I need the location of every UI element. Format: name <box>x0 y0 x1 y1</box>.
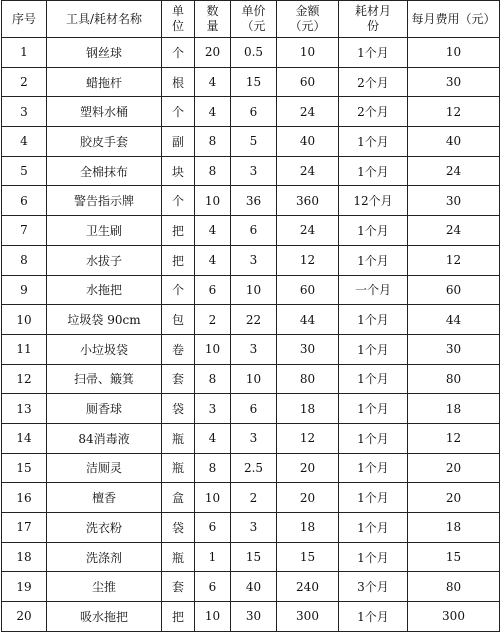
cell-price: 15 <box>231 67 277 97</box>
cell-amount: 18 <box>277 513 339 543</box>
cell-qty: 10 <box>195 334 231 364</box>
cell-monthly: 300 <box>408 602 500 632</box>
cell-name: 蜡拖杆 <box>47 67 162 97</box>
cell-monthly: 30 <box>408 334 500 364</box>
cell-amount: 240 <box>277 572 339 602</box>
cell-price: 3 <box>231 423 277 453</box>
cell-monthly: 80 <box>408 364 500 394</box>
cell-index: 9 <box>2 275 47 305</box>
header-row <box>2 1 500 38</box>
cell-name: 厕香球 <box>47 394 162 424</box>
cell-monthly: 80 <box>408 572 500 602</box>
cell-monthly: 10 <box>408 38 500 68</box>
header-qty <box>195 1 231 38</box>
cell-cycle: 1个月 <box>339 394 408 424</box>
cell-qty: 4 <box>195 423 231 453</box>
cell-unit: 袋 <box>162 394 195 424</box>
cell-amount: 20 <box>277 453 339 483</box>
header-price-line2: （元 <box>241 19 266 33</box>
cell-price: 6 <box>231 97 277 127</box>
cell-name: 水拖把 <box>47 275 162 305</box>
cell-cycle: 1个月 <box>339 334 408 364</box>
cell-qty: 10 <box>195 483 231 513</box>
cell-name: 水拔子 <box>47 245 162 275</box>
cell-monthly: 44 <box>408 305 500 335</box>
cell-cycle: 1个月 <box>339 513 408 543</box>
cell-name: 84消毒液 <box>47 423 162 453</box>
cell-index: 12 <box>2 364 47 394</box>
cell-price: 30 <box>231 602 277 632</box>
cell-name: 钢丝球 <box>47 38 162 68</box>
cell-unit: 袋 <box>162 513 195 543</box>
cell-unit: 根 <box>162 67 195 97</box>
header-qty-line2: 量 <box>206 19 219 33</box>
cell-index: 14 <box>2 423 47 453</box>
cell-name: 警告指示牌 <box>47 186 162 216</box>
cell-index: 1 <box>2 38 47 68</box>
cell-amount: 60 <box>277 275 339 305</box>
cell-monthly: 15 <box>408 542 500 572</box>
cell-monthly: 18 <box>408 394 500 424</box>
table-row <box>2 542 500 572</box>
cell-unit: 块 <box>162 156 195 186</box>
cell-unit: 包 <box>162 305 195 335</box>
cell-monthly: 30 <box>408 67 500 97</box>
header-cycle <box>339 1 408 38</box>
cell-price: 36 <box>231 186 277 216</box>
cell-cycle: 1个月 <box>339 483 408 513</box>
cell-index: 11 <box>2 334 47 364</box>
cell-amount: 12 <box>277 423 339 453</box>
cell-amount: 80 <box>277 364 339 394</box>
cell-monthly: 40 <box>408 127 500 157</box>
cell-unit: 副 <box>162 127 195 157</box>
cell-index: 15 <box>2 453 47 483</box>
cell-monthly: 12 <box>408 423 500 453</box>
table-row <box>2 67 500 97</box>
header-unit <box>162 1 195 38</box>
cell-cycle: 1个月 <box>339 364 408 394</box>
table-body <box>2 38 500 632</box>
cell-price: 5 <box>231 127 277 157</box>
table-row <box>2 572 500 602</box>
cell-amount: 300 <box>277 602 339 632</box>
cell-qty: 4 <box>195 216 231 246</box>
cell-cycle: 1个月 <box>339 542 408 572</box>
header-unit-line2: 位 <box>171 19 184 33</box>
table-row <box>2 186 500 216</box>
cell-unit: 卷 <box>162 334 195 364</box>
cell-qty: 4 <box>195 97 231 127</box>
cell-qty: 10 <box>195 186 231 216</box>
supplies-table <box>1 0 500 632</box>
cell-qty: 8 <box>195 127 231 157</box>
header-unit-line1: 单 <box>171 4 184 18</box>
cell-price: 3 <box>231 156 277 186</box>
cell-cycle: 12个月 <box>339 186 408 216</box>
cell-qty: 6 <box>195 513 231 543</box>
cell-qty: 8 <box>195 453 231 483</box>
header-cycle-line1: 耗材月 <box>354 4 391 18</box>
cell-name: 吸水拖把 <box>47 602 162 632</box>
cell-cycle: 一个月 <box>339 275 408 305</box>
cell-qty: 4 <box>195 67 231 97</box>
cell-index: 10 <box>2 305 47 335</box>
table-row <box>2 127 500 157</box>
cell-index: 19 <box>2 572 47 602</box>
cell-unit: 个 <box>162 97 195 127</box>
cell-monthly: 12 <box>408 245 500 275</box>
table-row <box>2 513 500 543</box>
cell-cycle: 2个月 <box>339 67 408 97</box>
cell-index: 6 <box>2 186 47 216</box>
cell-price: 10 <box>231 364 277 394</box>
header-index: 序号 <box>2 1 47 38</box>
cell-index: 8 <box>2 245 47 275</box>
cell-index: 17 <box>2 513 47 543</box>
cell-index: 7 <box>2 216 47 246</box>
header-amount-line2: （元） <box>289 19 326 33</box>
cell-unit: 个 <box>162 38 195 68</box>
cell-monthly: 12 <box>408 97 500 127</box>
cell-monthly: 24 <box>408 156 500 186</box>
cell-unit: 个 <box>162 186 195 216</box>
cell-index: 16 <box>2 483 47 513</box>
cell-name: 檀香 <box>47 483 162 513</box>
cell-price: 3 <box>231 334 277 364</box>
header-price-line1: 单价 <box>241 4 266 18</box>
header-cycle-line2: 份 <box>366 19 379 33</box>
cell-amount: 360 <box>277 186 339 216</box>
table-row <box>2 334 500 364</box>
cell-name: 垃圾袋 90cm <box>47 305 162 335</box>
table-row <box>2 245 500 275</box>
cell-qty: 6 <box>195 572 231 602</box>
cell-amount: 10 <box>277 38 339 68</box>
cell-name: 小垃圾袋 <box>47 334 162 364</box>
cell-cycle: 1个月 <box>339 453 408 483</box>
header-price <box>231 1 277 38</box>
cell-unit: 瓶 <box>162 542 195 572</box>
cell-amount: 60 <box>277 67 339 97</box>
cell-price: 2 <box>231 483 277 513</box>
cell-price: 22 <box>231 305 277 335</box>
cell-qty: 10 <box>195 602 231 632</box>
cell-index: 4 <box>2 127 47 157</box>
cell-unit: 把 <box>162 602 195 632</box>
cell-index: 2 <box>2 67 47 97</box>
cell-name: 尘推 <box>47 572 162 602</box>
cell-amount: 18 <box>277 394 339 424</box>
cell-unit: 盒 <box>162 483 195 513</box>
cell-name: 胶皮手套 <box>47 127 162 157</box>
cell-amount: 15 <box>277 542 339 572</box>
table-row <box>2 483 500 513</box>
cell-unit: 个 <box>162 275 195 305</box>
cell-name: 全棉抹布 <box>47 156 162 186</box>
cell-unit: 套 <box>162 364 195 394</box>
header-monthly: 每月费用（元） <box>408 1 500 38</box>
cell-price: 10 <box>231 275 277 305</box>
table-row <box>2 364 500 394</box>
cell-qty: 8 <box>195 364 231 394</box>
cell-monthly: 30 <box>408 186 500 216</box>
cell-unit: 把 <box>162 216 195 246</box>
cell-qty: 3 <box>195 394 231 424</box>
cell-amount: 40 <box>277 127 339 157</box>
table-row <box>2 305 500 335</box>
cell-index: 13 <box>2 394 47 424</box>
cell-cycle: 2个月 <box>339 97 408 127</box>
cell-unit: 套 <box>162 572 195 602</box>
cell-name: 扫帚、簸箕 <box>47 364 162 394</box>
cell-cycle: 1个月 <box>339 38 408 68</box>
header-qty-line1: 数 <box>206 4 219 18</box>
cell-qty: 4 <box>195 245 231 275</box>
cell-amount: 24 <box>277 97 339 127</box>
cell-cycle: 1个月 <box>339 127 408 157</box>
cell-price: 2.5 <box>231 453 277 483</box>
cell-index: 20 <box>2 602 47 632</box>
cell-monthly: 24 <box>408 216 500 246</box>
cell-cycle: 1个月 <box>339 423 408 453</box>
cell-name: 洗衣粉 <box>47 513 162 543</box>
table-row <box>2 38 500 68</box>
cell-index: 5 <box>2 156 47 186</box>
cell-monthly: 60 <box>408 275 500 305</box>
cell-qty: 6 <box>195 275 231 305</box>
cell-price: 0.5 <box>231 38 277 68</box>
cell-cycle: 1个月 <box>339 156 408 186</box>
cell-cycle: 1个月 <box>339 602 408 632</box>
cell-amount: 24 <box>277 156 339 186</box>
cell-qty: 20 <box>195 38 231 68</box>
cell-amount: 20 <box>277 483 339 513</box>
cell-cycle: 1个月 <box>339 305 408 335</box>
cell-index: 3 <box>2 97 47 127</box>
cell-unit: 瓶 <box>162 453 195 483</box>
cell-cycle: 1个月 <box>339 245 408 275</box>
cell-amount: 24 <box>277 216 339 246</box>
cell-name: 洁厕灵 <box>47 453 162 483</box>
cell-name: 卫生刷 <box>47 216 162 246</box>
table-row <box>2 97 500 127</box>
cell-qty: 1 <box>195 542 231 572</box>
cell-name: 塑料水桶 <box>47 97 162 127</box>
header-amount <box>277 1 339 38</box>
table-row <box>2 453 500 483</box>
cell-cycle: 1个月 <box>339 216 408 246</box>
table-row <box>2 394 500 424</box>
cell-amount: 44 <box>277 305 339 335</box>
cell-monthly: 20 <box>408 453 500 483</box>
cell-qty: 8 <box>195 156 231 186</box>
cell-amount: 12 <box>277 245 339 275</box>
cell-name: 洗涤剂 <box>47 542 162 572</box>
cell-qty: 2 <box>195 305 231 335</box>
header-name: 工具/耗材名称 <box>47 1 162 38</box>
table-row <box>2 602 500 632</box>
cell-price: 6 <box>231 216 277 246</box>
cell-monthly: 18 <box>408 513 500 543</box>
table-row <box>2 216 500 246</box>
cell-amount: 30 <box>277 334 339 364</box>
table-row <box>2 275 500 305</box>
cell-price: 6 <box>231 394 277 424</box>
cell-price: 3 <box>231 245 277 275</box>
cell-price: 15 <box>231 542 277 572</box>
cell-unit: 瓶 <box>162 423 195 453</box>
cell-cycle: 3个月 <box>339 572 408 602</box>
table-row <box>2 156 500 186</box>
cell-index: 18 <box>2 542 47 572</box>
cell-unit: 把 <box>162 245 195 275</box>
cell-price: 3 <box>231 513 277 543</box>
cell-price: 40 <box>231 572 277 602</box>
table-row <box>2 423 500 453</box>
cell-monthly: 20 <box>408 483 500 513</box>
header-amount-line1: 金额 <box>295 4 320 18</box>
